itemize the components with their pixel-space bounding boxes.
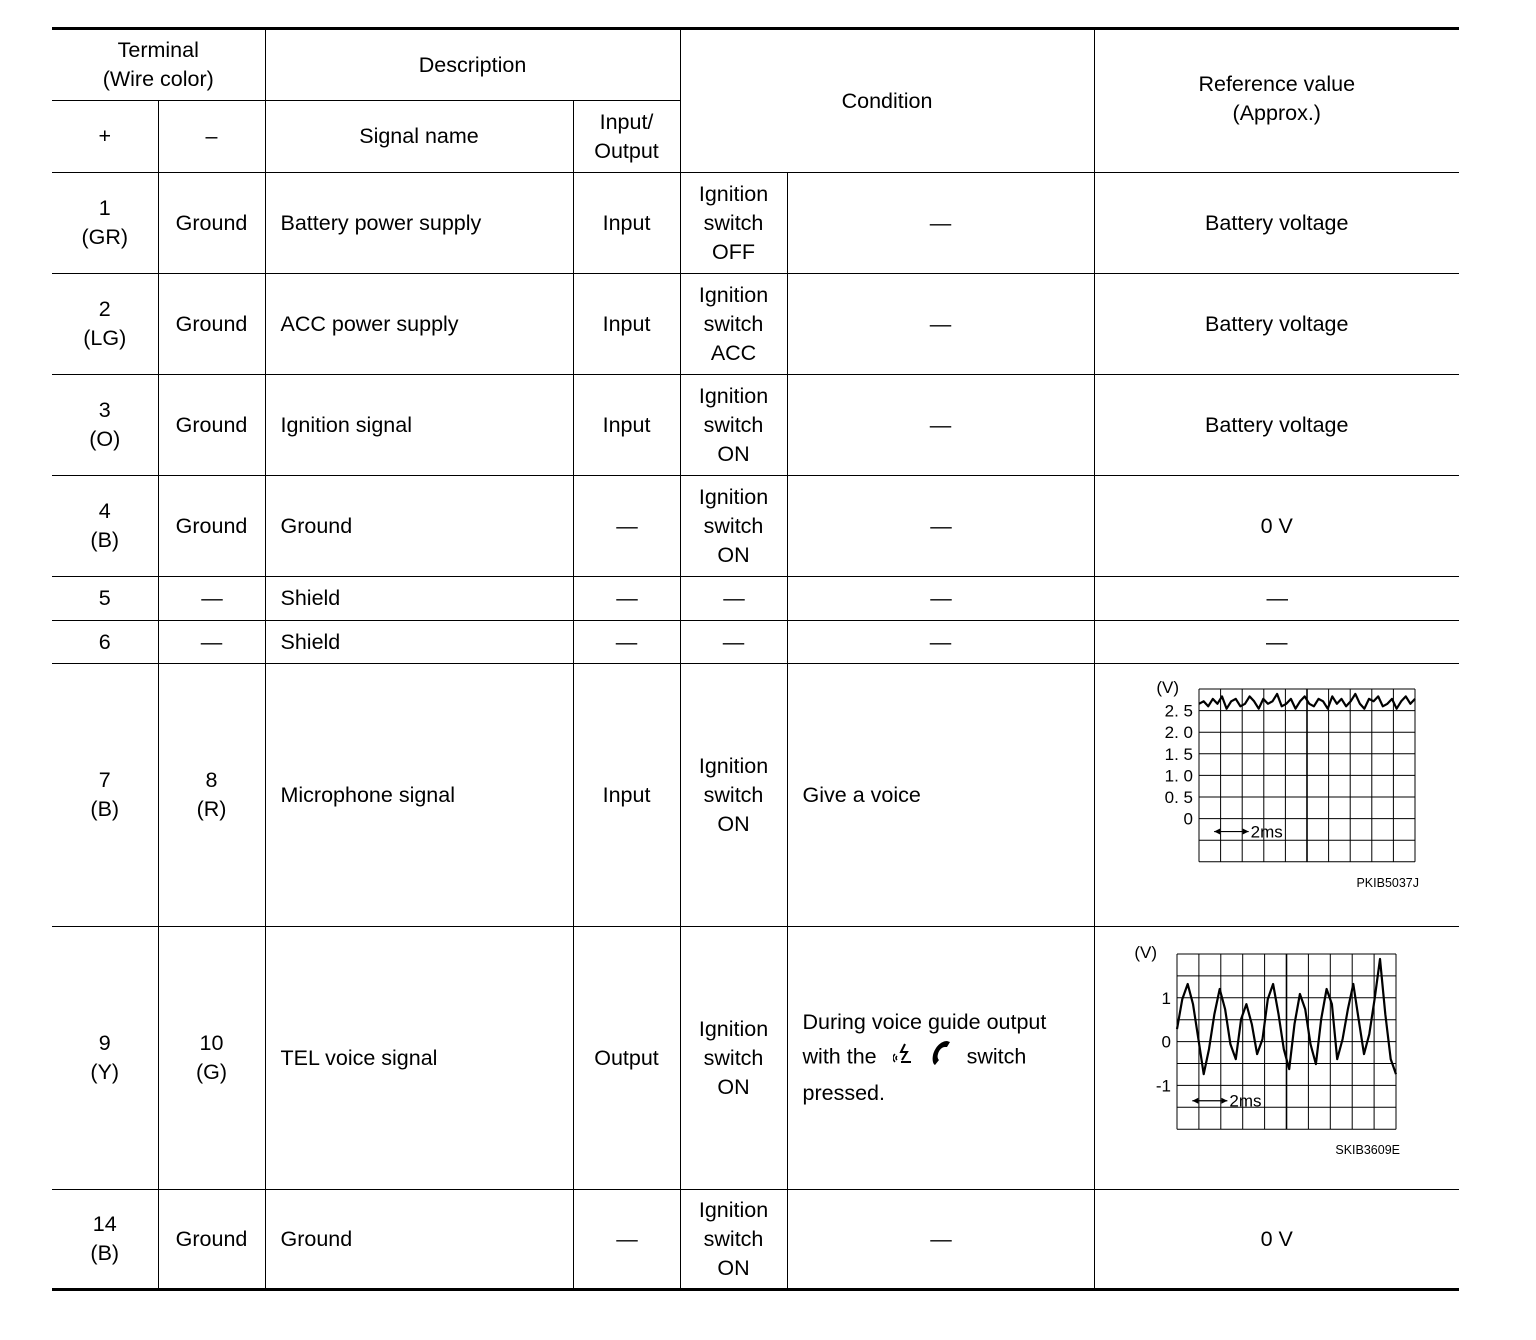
cond-state-cell: Ignition switch ACC [680,274,787,375]
minus-cell: Ground [158,173,265,274]
table-row [52,375,1459,476]
cond-line: with the switch [803,1039,1090,1077]
cond-detail-cell [787,927,1094,1190]
plus-cell: 5 [52,577,158,621]
io-cell: — [573,621,680,664]
y-tick-label: -1 [1155,1075,1171,1095]
minus-cell: Ground [158,476,265,577]
minus-cell: 8 (R) [158,664,265,927]
plus-cell: 4 (B) [52,476,158,577]
plus-cell: 14 (B) [52,1190,158,1290]
cond-state-cell: Ignition switch ON [680,1190,787,1290]
y-tick-label: 1 [1161,988,1171,1008]
tel-voice-waveform-chart [1127,942,1427,1167]
minus-cell: — [158,621,265,664]
y-tick-label: 1. 5 [1164,744,1193,764]
minus-cell: Ground [158,375,265,476]
plus-cell: 6 [52,621,158,664]
plus-cell: 9 (Y) [52,927,158,1190]
voice-recognition-icon [893,1040,915,1076]
signal-cell: Battery power supply [265,173,573,274]
ref-cell: Battery voltage [1094,375,1459,476]
ref-chart-cell [1094,664,1459,927]
signal-cell: Ignition signal [265,375,573,476]
cond-state-cell: Ignition switch OFF [680,173,787,274]
signal-cell: TEL voice signal [265,927,573,1190]
figure-code: SKIB3609E [1335,1142,1400,1157]
plus-cell: 1 (GR) [52,173,158,274]
cond-detail-cell: Give a voice [787,664,1094,927]
cond-detail-cell: — [787,476,1094,577]
y-tick-label: 0 [1161,1032,1171,1052]
condition-header: Condition [680,29,1094,173]
minus-cell: 10 (G) [158,927,265,1190]
y-axis-label: (V) [1134,942,1157,962]
cond-detail-cell: — [787,577,1094,621]
plus-cell: 2 (LG) [52,274,158,375]
y-tick-label: 2. 0 [1164,722,1193,742]
signal-cell: Ground [265,476,573,577]
signal-cell: Ground [265,1190,573,1290]
io-cell: — [573,1190,680,1290]
minus-cell: — [158,577,265,621]
cond-detail-cell: — [787,1190,1094,1290]
io-cell: Input [573,664,680,927]
table-row [52,1190,1459,1290]
cond-state-cell: Ignition switch ON [680,375,787,476]
table-row [52,173,1459,274]
signal-cell: Shield [265,621,573,664]
plus-header: + [52,101,158,173]
io-cell: — [573,577,680,621]
ref-cell: 0 V [1094,476,1459,577]
ref-chart-cell [1094,927,1459,1190]
signal-cell: ACC power supply [265,274,573,375]
minus-cell: Ground [158,1190,265,1290]
cond-detail-cell: — [787,621,1094,664]
microphone-waveform-chart [1127,679,1427,904]
description-header: Description [265,29,680,101]
cond-state-cell: Ignition switch ON [680,927,787,1190]
cond-state-cell: Ignition switch ON [680,476,787,577]
y-tick-label: 2. 5 [1164,701,1193,721]
io-cell: Input [573,375,680,476]
y-axis-label: (V) [1156,678,1179,697]
ref-cell: Battery voltage [1094,274,1459,375]
io-header: Input/ Output [573,101,680,173]
table-row [52,476,1459,577]
terminal-spec-table [52,27,1459,1291]
io-cell: — [573,476,680,577]
cond-detail-cell: — [787,173,1094,274]
table-row [52,577,1459,621]
table-row [52,664,1459,927]
io-cell: Output [573,927,680,1190]
cond-line: pressed. [802,1081,885,1105]
cond-line: During voice guide output [802,1010,1047,1034]
ref-cell: — [1094,621,1459,664]
plus-cell: 3 (O) [52,375,158,476]
cond-detail-cell: — [787,274,1094,375]
y-tick-label: 1. 0 [1164,765,1193,785]
reference-header: Reference value (Approx.) [1094,29,1459,173]
io-cell: Input [573,173,680,274]
signal-cell: Microphone signal [265,664,573,927]
time-division-label: 2ms [1250,822,1283,842]
minus-header: – [158,101,265,173]
time-division-label: 2ms [1229,1091,1262,1111]
ref-cell: Battery voltage [1094,173,1459,274]
y-tick-label: 0. 5 [1164,787,1193,807]
table-row [52,274,1459,375]
plus-cell: 7 (B) [52,664,158,927]
cond-state-cell: — [680,577,787,621]
cond-state-cell: Ignition switch ON [680,664,787,927]
ref-cell: — [1094,577,1459,621]
cond-state-cell: — [680,621,787,664]
y-tick-label: 0 [1183,809,1193,829]
figure-code: PKIB5037J [1356,875,1419,890]
table-row [52,927,1459,1190]
table-row [52,621,1459,664]
ref-cell: 0 V [1094,1190,1459,1290]
phone-handset-icon [927,1039,953,1077]
terminal-header: Terminal (Wire color) [52,29,265,101]
cond-detail-cell: — [787,375,1094,476]
io-cell: Input [573,274,680,375]
minus-cell: Ground [158,274,265,375]
signal-cell: Shield [265,577,573,621]
signal-name-header: Signal name [265,101,573,173]
